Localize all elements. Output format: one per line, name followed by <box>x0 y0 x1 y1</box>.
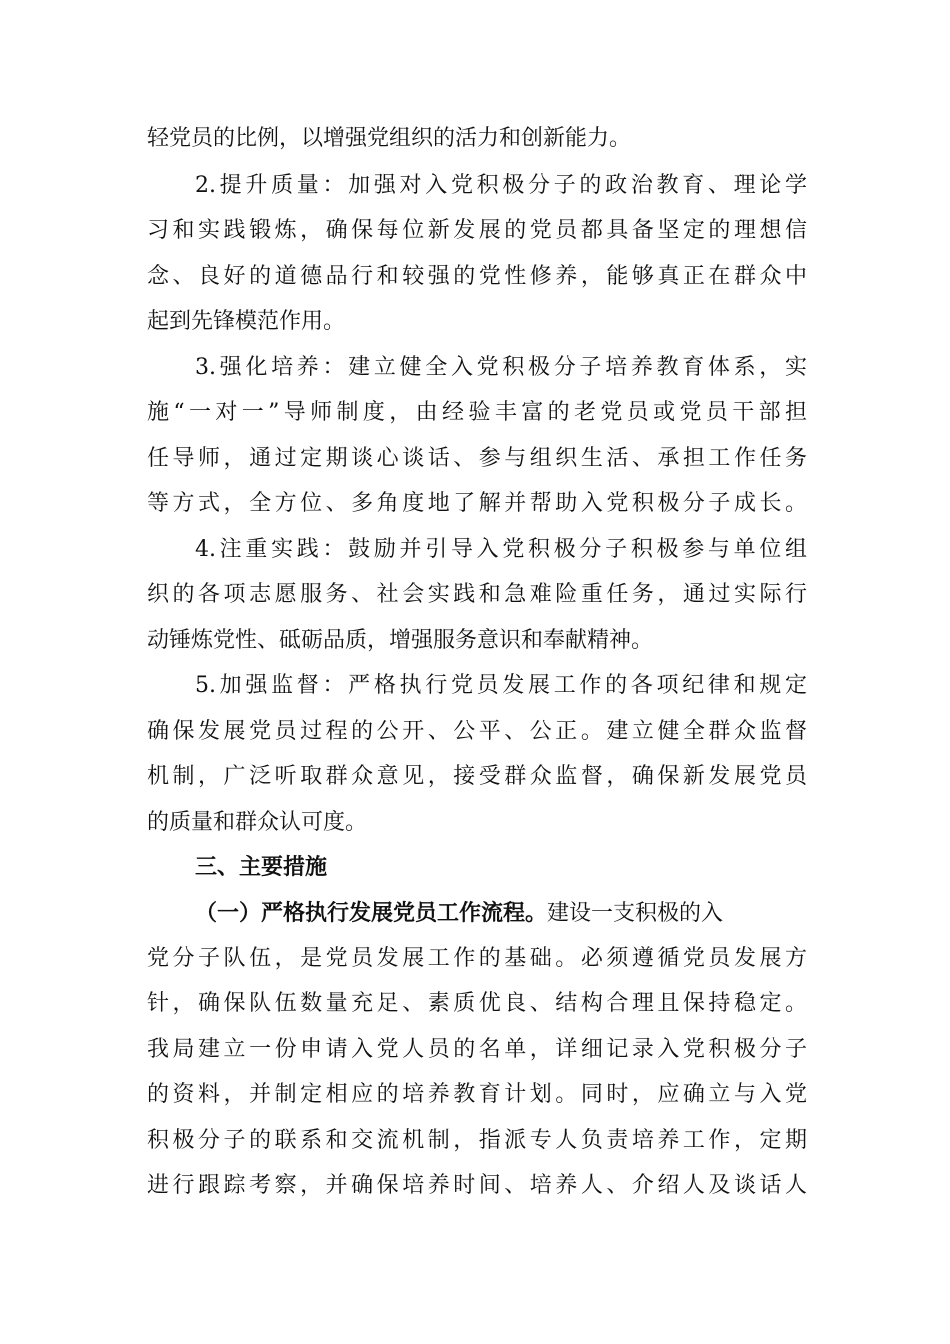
section-heading: 三、主要措施 <box>195 855 328 880</box>
paragraph-line <box>195 891 807 935</box>
paragraph-line: 积极分子的联系和交流机制，指派专人负责培养工作，定期 <box>147 1128 807 1153</box>
paragraph-text: 建设一支积极的入 <box>547 901 724 926</box>
paragraph-line: 的资料，并制定相应的培养教育计划。同时，应确立与入党 <box>147 1082 807 1107</box>
paragraph-line: 5.加强监督：严格执行党员发展工作的各项纪律和规定 <box>195 673 807 698</box>
paragraph-line: 进行跟踪考察，并确保培养时间、培养人、介绍人及谈话人 <box>147 1173 807 1198</box>
paragraph-line: 机制，广泛听取群众意见，接受群众监督，确保新发展党员 <box>147 764 807 789</box>
paragraph-line: 4.注重实践：鼓励并引导入党积极分子积极参与单位组 <box>195 537 807 562</box>
paragraph-line: 2.提升质量：加强对入党积极分子的政治教育、理论学 <box>195 173 807 198</box>
paragraph-line: 动锤炼党性、砥砺品质，增强服务意识和奉献精神。 <box>147 628 654 653</box>
paragraph-line: 任导师，通过定期谈心谈话、参与组织生活、承担工作任务 <box>147 446 807 471</box>
paragraph-line: 轻党员的比例，以增强党组织的活力和创新能力。 <box>147 126 632 151</box>
paragraph-line: 的质量和群众认可度。 <box>147 810 368 835</box>
paragraph-line: 确保发展党员过程的公开、公平、公正。建立健全群众监督 <box>147 719 807 744</box>
subsection-heading: （一）严格执行发展党员工作流程。 <box>195 900 548 926</box>
paragraph-line: 等方式，全方位、多角度地了解并帮助入党积极分子成长。 <box>147 491 807 516</box>
paragraph-line: 针，确保队伍数量充足、素质优良、结构合理且保持稳定。 <box>147 991 807 1016</box>
paragraph-line: 3.强化培养：建立健全入党积极分子培养教育体系，实 <box>195 355 807 380</box>
paragraph-line: 党分子队伍，是党员发展工作的基础。必须遵循党员发展方 <box>147 946 807 971</box>
paragraph-line: 织的各项志愿服务、社会实践和急难险重任务，通过实际行 <box>147 582 807 607</box>
paragraph-line: 习和实践锻炼，确保每位新发展的党员都具备坚定的理想信 <box>147 218 807 243</box>
paragraph-line: 我局建立一份申请入党人员的名单，详细记录入党积极分子 <box>147 1037 807 1062</box>
paragraph-line: 念、良好的道德品行和较强的党性修养，能够真正在群众中 <box>147 264 807 289</box>
paragraph-line: 施“一对一”导师制度，由经验丰富的老党员或党员干部担 <box>147 400 807 425</box>
paragraph-line: 起到先锋模范作用。 <box>147 309 346 334</box>
